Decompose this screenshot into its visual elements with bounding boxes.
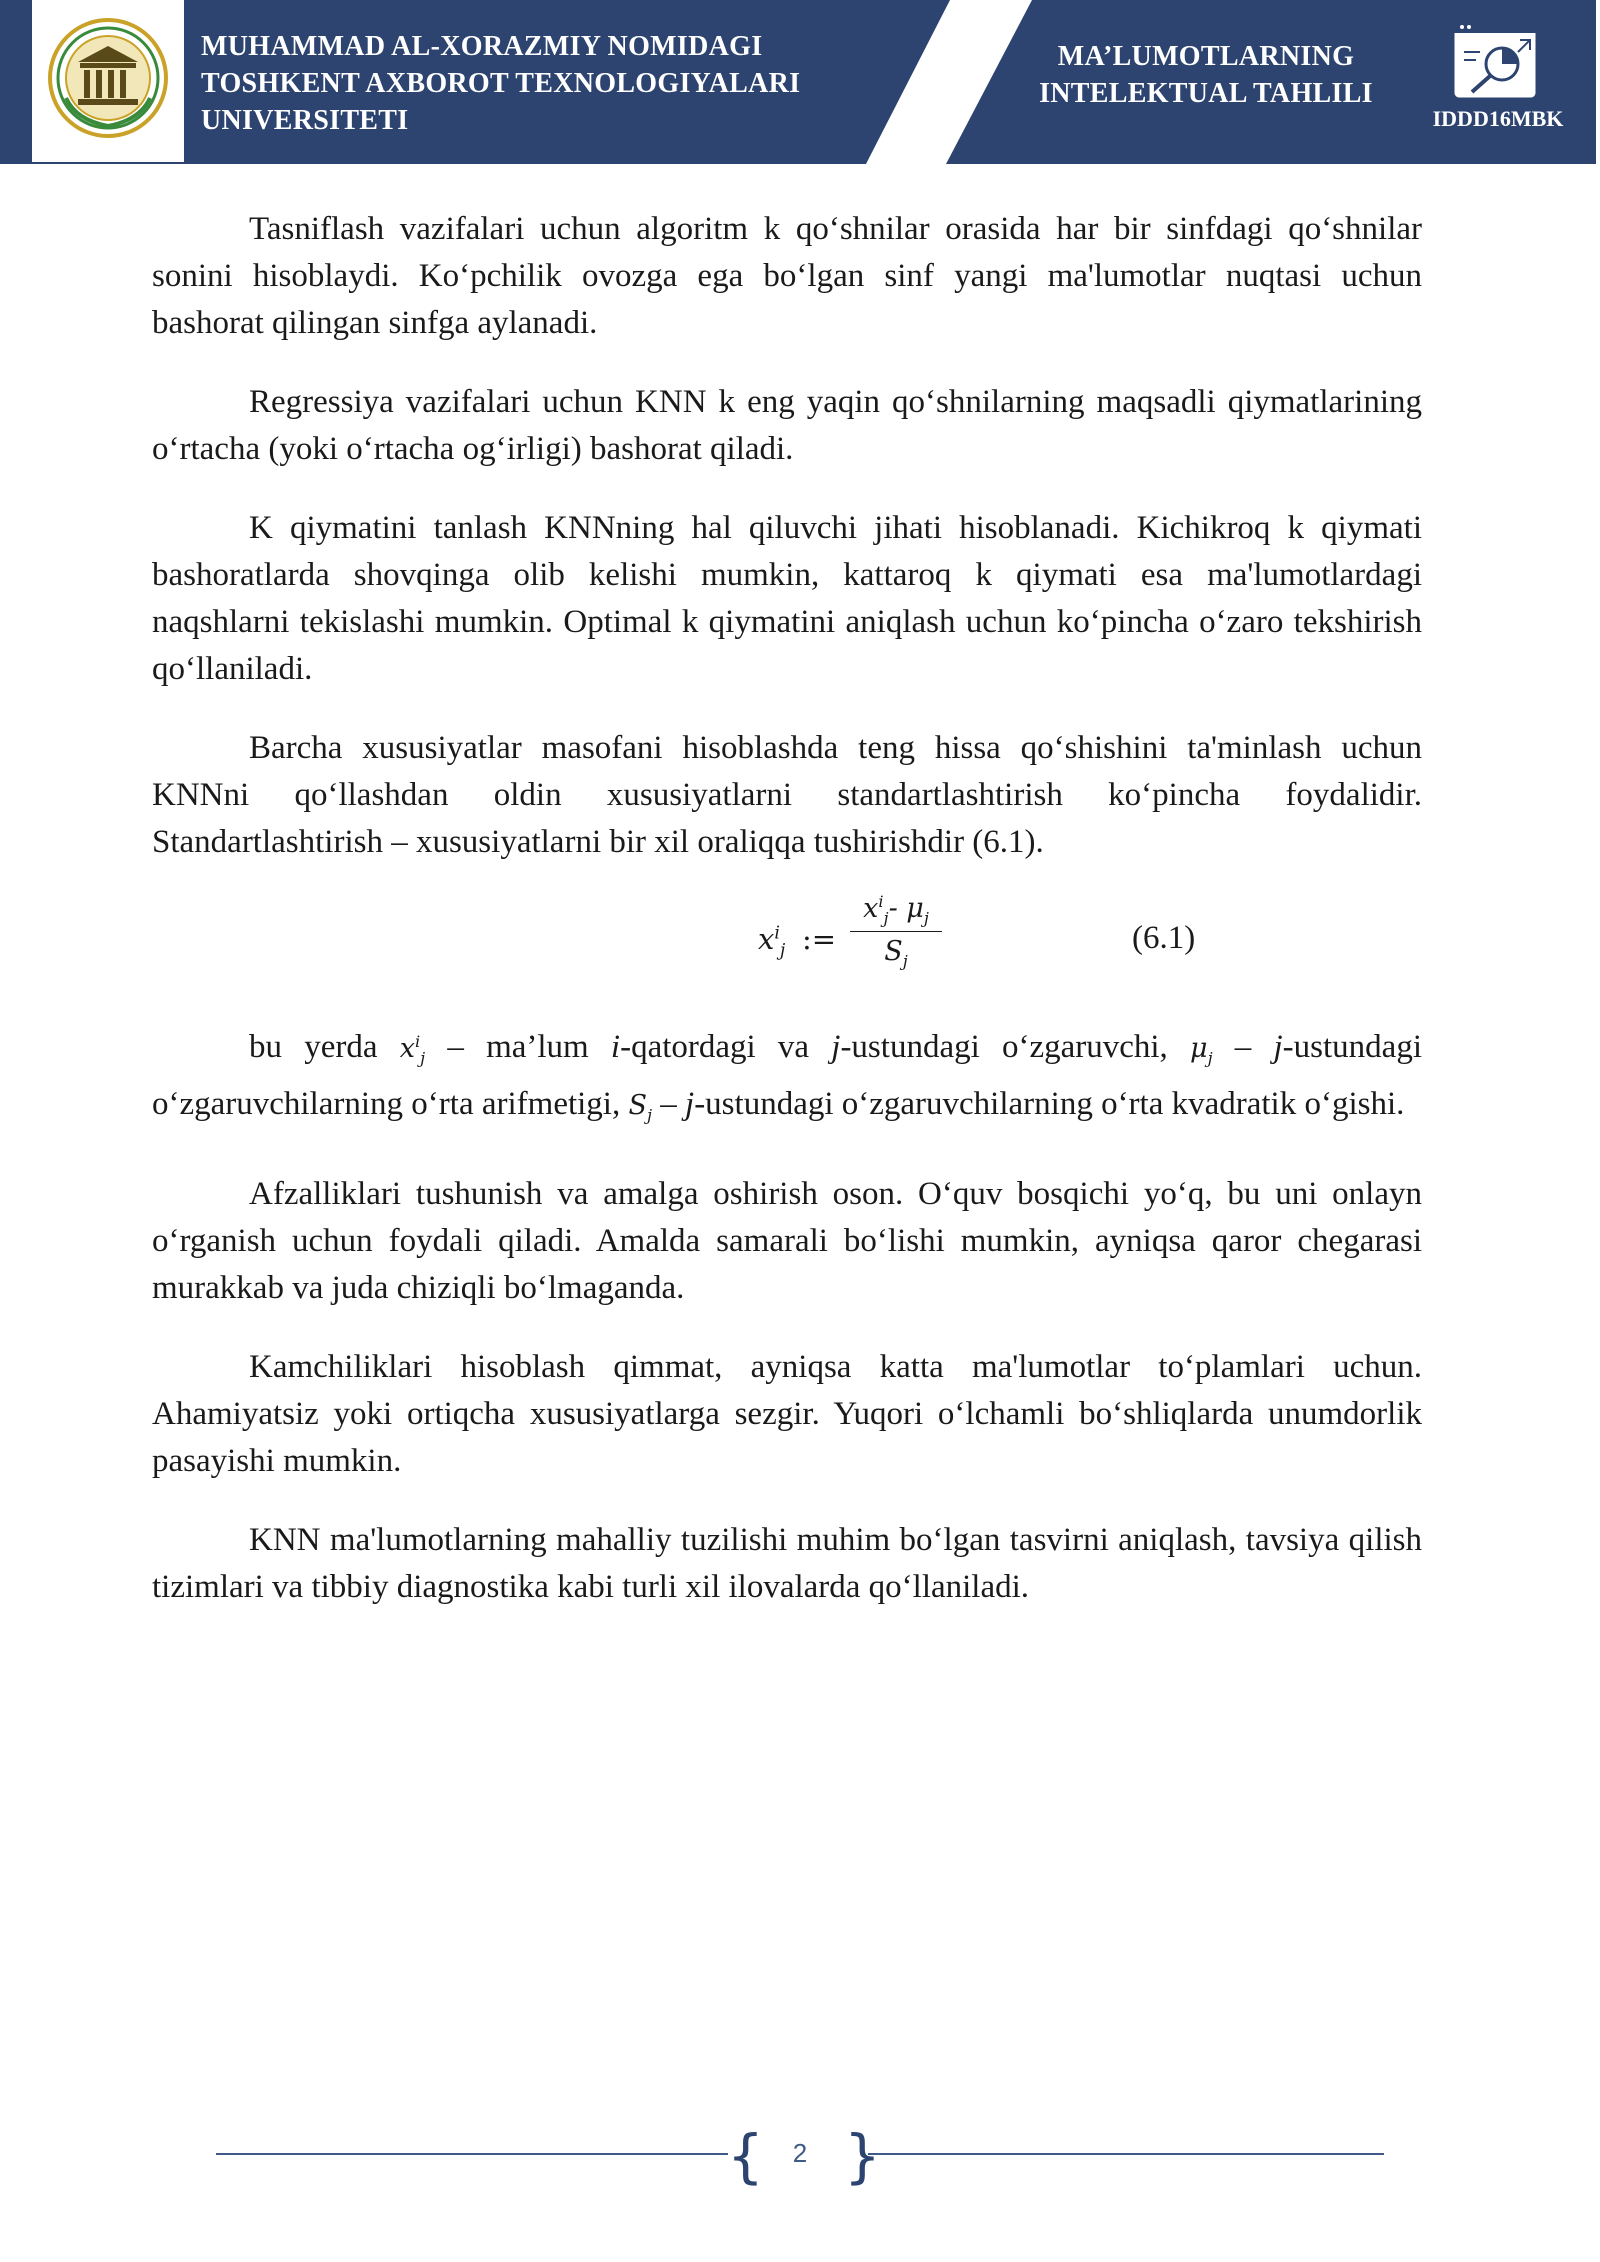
explain-i: i bbox=[610, 1029, 621, 1065]
university-name-line-3: UNIVERSITETI bbox=[201, 105, 409, 136]
formula-mu: μ bbox=[906, 893, 924, 924]
explain-j-3: j bbox=[685, 1086, 695, 1123]
paragraph-applications: KNN ma'lumotlarning mahalliy tuzilishi muhim bo‘lgan tasvirni aniqlash, tavsiya qilish tizimlari va tibbiy diagnostika kabi turli xil ilovalarda qo‘llaniladi. bbox=[152, 1521, 1422, 1605]
course-code: IDDD16MBK bbox=[1432, 106, 1564, 131]
explain-text-1: bu yerda bbox=[249, 1029, 400, 1065]
formula-denominator bbox=[850, 932, 942, 970]
university-name-line-2: TOSHKENT AXBOROT TEXNOLOGIYALARI bbox=[201, 68, 801, 99]
paragraph-disadvantages: Kamchiliklari hisoblash qimmat, ayniqsa katta ma'lumotlar to‘plamlari uchun. Ahamiyatsiz yoki ortiqcha xususiyatlarga sezgir. Yuqori o‘lchamli bo‘shliqlarda unumdorlik pasayishi mumkin. bbox=[152, 1348, 1422, 1479]
formula-number: (6.1) bbox=[1132, 920, 1196, 956]
course-title-line-1: MA’LUMOTLARNING bbox=[1057, 41, 1355, 72]
explain-s-sub: j bbox=[646, 1105, 653, 1125]
university-name bbox=[201, 28, 841, 139]
formula-lhs-sup: i bbox=[774, 923, 780, 944]
explain-text-2: – ma’lum bbox=[425, 1029, 611, 1065]
explain-x-base: x bbox=[399, 1033, 415, 1064]
university-logo bbox=[32, 0, 184, 162]
explain-text-3: -qatordagi va bbox=[620, 1029, 832, 1065]
paragraph-advantages: Afzalliklari tushunish va amalga oshirish oson. O‘quv bosqichi yo‘q, bu uni onlayn o‘rganish uchun foydali qiladi. Amalda samarali bo‘lishi mumkin, ayniqsa qaror chegarasi murakkab va juda chiziqli bo‘lmaganda. bbox=[152, 1175, 1422, 1306]
formula-numerator bbox=[850, 892, 942, 932]
explain-symbol-mu bbox=[1190, 1033, 1213, 1068]
explain-text-6: -ustundagi o‘zgaruvchilarning o‘rta arifmetigi, bbox=[152, 1029, 1422, 1123]
formula-num-sup: i bbox=[878, 892, 884, 911]
explain-s-base: S bbox=[628, 1090, 647, 1122]
formula-assign: := bbox=[802, 922, 837, 956]
page-content bbox=[152, 206, 1422, 1643]
formula-num-base: x bbox=[863, 893, 879, 924]
explain-x-sup: i bbox=[414, 1032, 421, 1051]
formula-den-sub: j bbox=[902, 951, 908, 971]
page-header bbox=[0, 0, 1600, 164]
explain-text-7: – bbox=[652, 1086, 686, 1123]
paragraph-regression: Regressiya vazifalari uchun KNN k eng yaqin qo‘shnilarning maqsadli qiymatlarining o‘rtacha (yoki o‘rtacha og‘irligi) bashorat qiladi. bbox=[152, 384, 1422, 467]
paragraph-k-choice: K qiymatini tanlash KNNning hal qiluvchi jihati hisoblanadi. Kichikroq k qiymati bashoratlarda shovqinga olib kelishi mumkin, kattaroq k qiymati esa ma'lumotlardagi naqshlarni tekislashi mumkin. Optimal k qiymatini aniqlash uchun ko‘pincha o‘zaro tekshirish qo‘llaniladi. bbox=[152, 510, 1422, 687]
footer-rule-right bbox=[868, 2153, 1384, 2155]
paragraph-formula-explanation bbox=[152, 1018, 1422, 1139]
explain-mu-sub: j bbox=[1207, 1048, 1213, 1068]
university-name-line-1: MUHAMMAD AL-XORAZMIY NOMIDAGI bbox=[201, 31, 763, 62]
paragraph-classification: Tasniflash vazifalari uchun algoritm k qo‘shnilar orasida har bir sinfdagi qo‘shnilar sonini hisoblaydi. Ko‘pchilik ovozga ega bo‘lgan sinf yangi ma'lumotlar nuqtasi uchun bashorat qilingan sinfga aylanadi. bbox=[152, 211, 1422, 341]
explain-symbol-s bbox=[628, 1090, 653, 1125]
paragraph-standardization: Barcha xususiyatlar masofani hisoblashda teng hissa qo‘shishini ta'minlash uchun KNNni qo‘llashdan oldin xususiyatlarni standartlashtirish ko‘pincha foydalidir. Standartlashtirish – xususiyatlarni bir xil oraliqqa tushirishdir (6.1). bbox=[152, 730, 1422, 860]
formula-num-sub: j bbox=[883, 908, 889, 928]
explain-j-2: j bbox=[1273, 1029, 1283, 1065]
data-analysis-icon bbox=[1450, 18, 1540, 102]
explain-text-4: -ustundagi o‘zgaruvchi, bbox=[840, 1029, 1190, 1065]
formula-6-1 bbox=[152, 892, 1422, 998]
explain-text-8: -ustundagi o‘zgaruvchilarning o‘rta kvadratik o‘gishi. bbox=[694, 1086, 1405, 1123]
explain-mu: μ bbox=[1190, 1033, 1208, 1064]
university-emblem-icon bbox=[46, 16, 170, 140]
formula-lhs-base: x bbox=[758, 922, 775, 956]
explain-text-5: – bbox=[1212, 1029, 1274, 1065]
explain-x-sub: j bbox=[420, 1048, 426, 1068]
footer-brace-right: } bbox=[844, 2122, 881, 2190]
page-number: 2 bbox=[792, 2138, 808, 2168]
formula-lhs bbox=[758, 922, 785, 961]
formula-fraction bbox=[850, 892, 942, 971]
course-title-line-2: INTELEKTUAL TAHLILI bbox=[1039, 78, 1373, 109]
footer-brace-left: { bbox=[727, 2122, 764, 2190]
formula-den-base: S bbox=[884, 936, 903, 968]
formula-lhs-sub: j bbox=[779, 940, 786, 961]
formula-mu-sub: j bbox=[923, 908, 929, 928]
explain-j-1: j bbox=[831, 1029, 841, 1065]
footer-rule-left bbox=[216, 2153, 728, 2155]
formula-minus: - bbox=[888, 893, 898, 924]
course-title bbox=[1010, 38, 1402, 112]
explain-symbol-x bbox=[399, 1032, 426, 1068]
